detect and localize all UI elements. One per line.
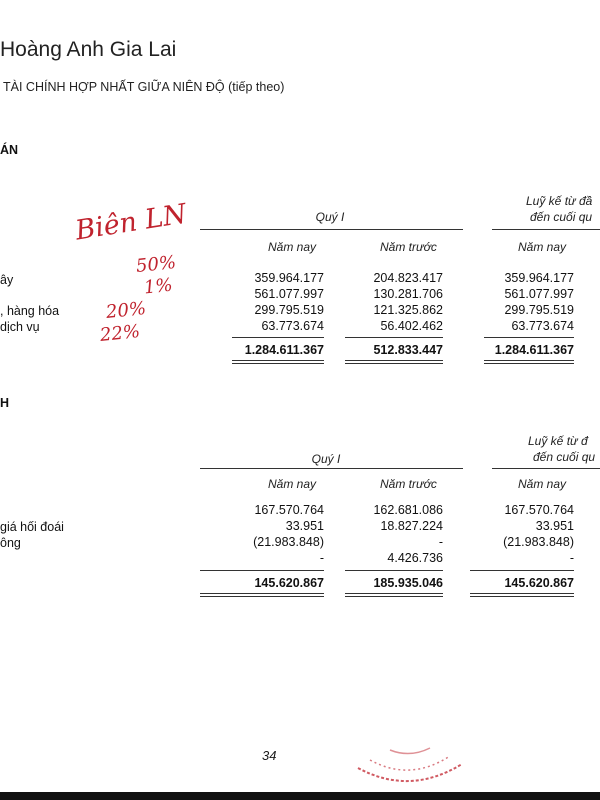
- section1-cell: 121.325.862: [373, 303, 443, 317]
- section2-cumulative-rule: [492, 468, 600, 469]
- section2-total-cell: 185.935.046: [373, 576, 443, 590]
- section1-title: ÁN: [0, 143, 19, 157]
- section2-row-label: giá hối đoái: [0, 520, 64, 534]
- section2-row-label: ông: [0, 536, 21, 550]
- handwritten-note: 1%: [142, 274, 174, 299]
- section1-subtotal-rule: [484, 337, 574, 338]
- section2-cumulative-line2: đến cuối qu: [533, 450, 596, 464]
- handwritten-title: Biên LN: [73, 198, 189, 247]
- section2-cell: 162.681.086: [373, 503, 443, 517]
- section1-total-cell: 512.833.447: [373, 343, 443, 357]
- section2-cell: 167.570.764: [504, 503, 574, 517]
- section2-cell: 33.951: [285, 519, 324, 533]
- section1-double-rule: [484, 363, 574, 364]
- section1-col-last-year: Năm trước: [380, 240, 437, 254]
- section2-cell: 33.951: [535, 519, 574, 533]
- section1-row-label: ây: [0, 273, 14, 287]
- section1-col-this-year: Năm nay: [268, 240, 317, 254]
- section2-subtotal-rule: [345, 570, 443, 571]
- section2-subtotal-rule: [470, 570, 574, 571]
- section2-title: H: [0, 396, 10, 410]
- section2-double-rule: [470, 593, 574, 594]
- section1-total-cell: 1.284.611.367: [244, 343, 324, 357]
- section1-double-rule: [484, 360, 574, 361]
- section2-cumulative-line1: Luỹ kế từ đ: [528, 434, 588, 448]
- section2-double-rule: [470, 596, 574, 597]
- page-number: 34: [262, 748, 277, 763]
- report-subtitle: TÀI CHÍNH HỢP NHẤT GIỮA NIÊN ĐỘ (tiếp theo): [3, 80, 285, 94]
- section1-subtotal-rule: [232, 337, 324, 338]
- section2-double-rule: [345, 596, 443, 597]
- section2-col-last-year: Năm trước: [380, 477, 437, 491]
- section2-double-rule: [345, 593, 443, 594]
- section1-cumulative-line1: Luỹ kế từ đầ: [526, 194, 593, 208]
- handwritten-note: 22%: [99, 320, 142, 347]
- section2-cell: -: [569, 551, 574, 565]
- section2-cell: 4.426.736: [387, 551, 443, 565]
- handwritten-note: 20%: [105, 297, 148, 324]
- section2-col-cum-this-year: Năm nay: [518, 477, 567, 491]
- section1-cell: 56.402.462: [380, 319, 443, 333]
- section1-double-rule: [232, 363, 324, 364]
- section2-cell: -: [438, 535, 443, 549]
- section1-cell: 63.773.674: [261, 319, 324, 333]
- section2-double-rule: [200, 593, 324, 594]
- section1-row-label: , hàng hóa: [0, 304, 60, 318]
- section1-col-cum-this-year: Năm nay: [518, 240, 567, 254]
- section1-double-rule: [345, 360, 443, 361]
- section1-cell: 63.773.674: [511, 319, 574, 333]
- section2-quarter-rule: [200, 468, 463, 469]
- section1-subtotal-rule: [345, 337, 443, 338]
- section2-cell: 167.570.764: [254, 503, 324, 517]
- section1-quarter-rule: [200, 229, 463, 230]
- section2-cell: (21.983.848): [503, 535, 574, 549]
- section1-cumulative-line2: đến cuối qu: [530, 210, 593, 224]
- section1-cell: 561.077.997: [254, 287, 324, 301]
- section1-cell: 561.077.997: [504, 287, 574, 301]
- section1-cell: 299.795.519: [254, 303, 324, 317]
- section1-quarter-label: Quý I: [315, 210, 345, 224]
- section2-cell: (21.983.848): [253, 535, 324, 549]
- section1-cell: 204.823.417: [373, 271, 443, 285]
- section1-row-label: dịch vụ: [0, 320, 40, 334]
- section1-double-rule: [345, 363, 443, 364]
- section1-cell: 359.964.177: [254, 271, 324, 285]
- section2-quarter-label: Quý I: [311, 452, 341, 466]
- handwritten-note: 50%: [135, 251, 178, 278]
- company-seal-stamp: [350, 738, 470, 792]
- section1-cumulative-rule: [492, 229, 600, 230]
- section1-cell: 299.795.519: [504, 303, 574, 317]
- bottom-edge-bar: [0, 792, 600, 800]
- section2-double-rule: [200, 596, 324, 597]
- section1-double-rule: [232, 360, 324, 361]
- section2-col-this-year: Năm nay: [268, 477, 317, 491]
- section1-total-cell: 1.284.611.367: [494, 343, 574, 357]
- section2-cell: 18.827.224: [380, 519, 443, 533]
- section2-total-cell: 145.620.867: [254, 576, 324, 590]
- company-name: Hoàng Anh Gia Lai: [0, 38, 177, 61]
- section1-cell: 359.964.177: [504, 271, 574, 285]
- section1-cell: 130.281.706: [373, 287, 443, 301]
- section2-total-cell: 145.620.867: [504, 576, 574, 590]
- section2-cell: -: [319, 551, 324, 565]
- section2-subtotal-rule: [200, 570, 324, 571]
